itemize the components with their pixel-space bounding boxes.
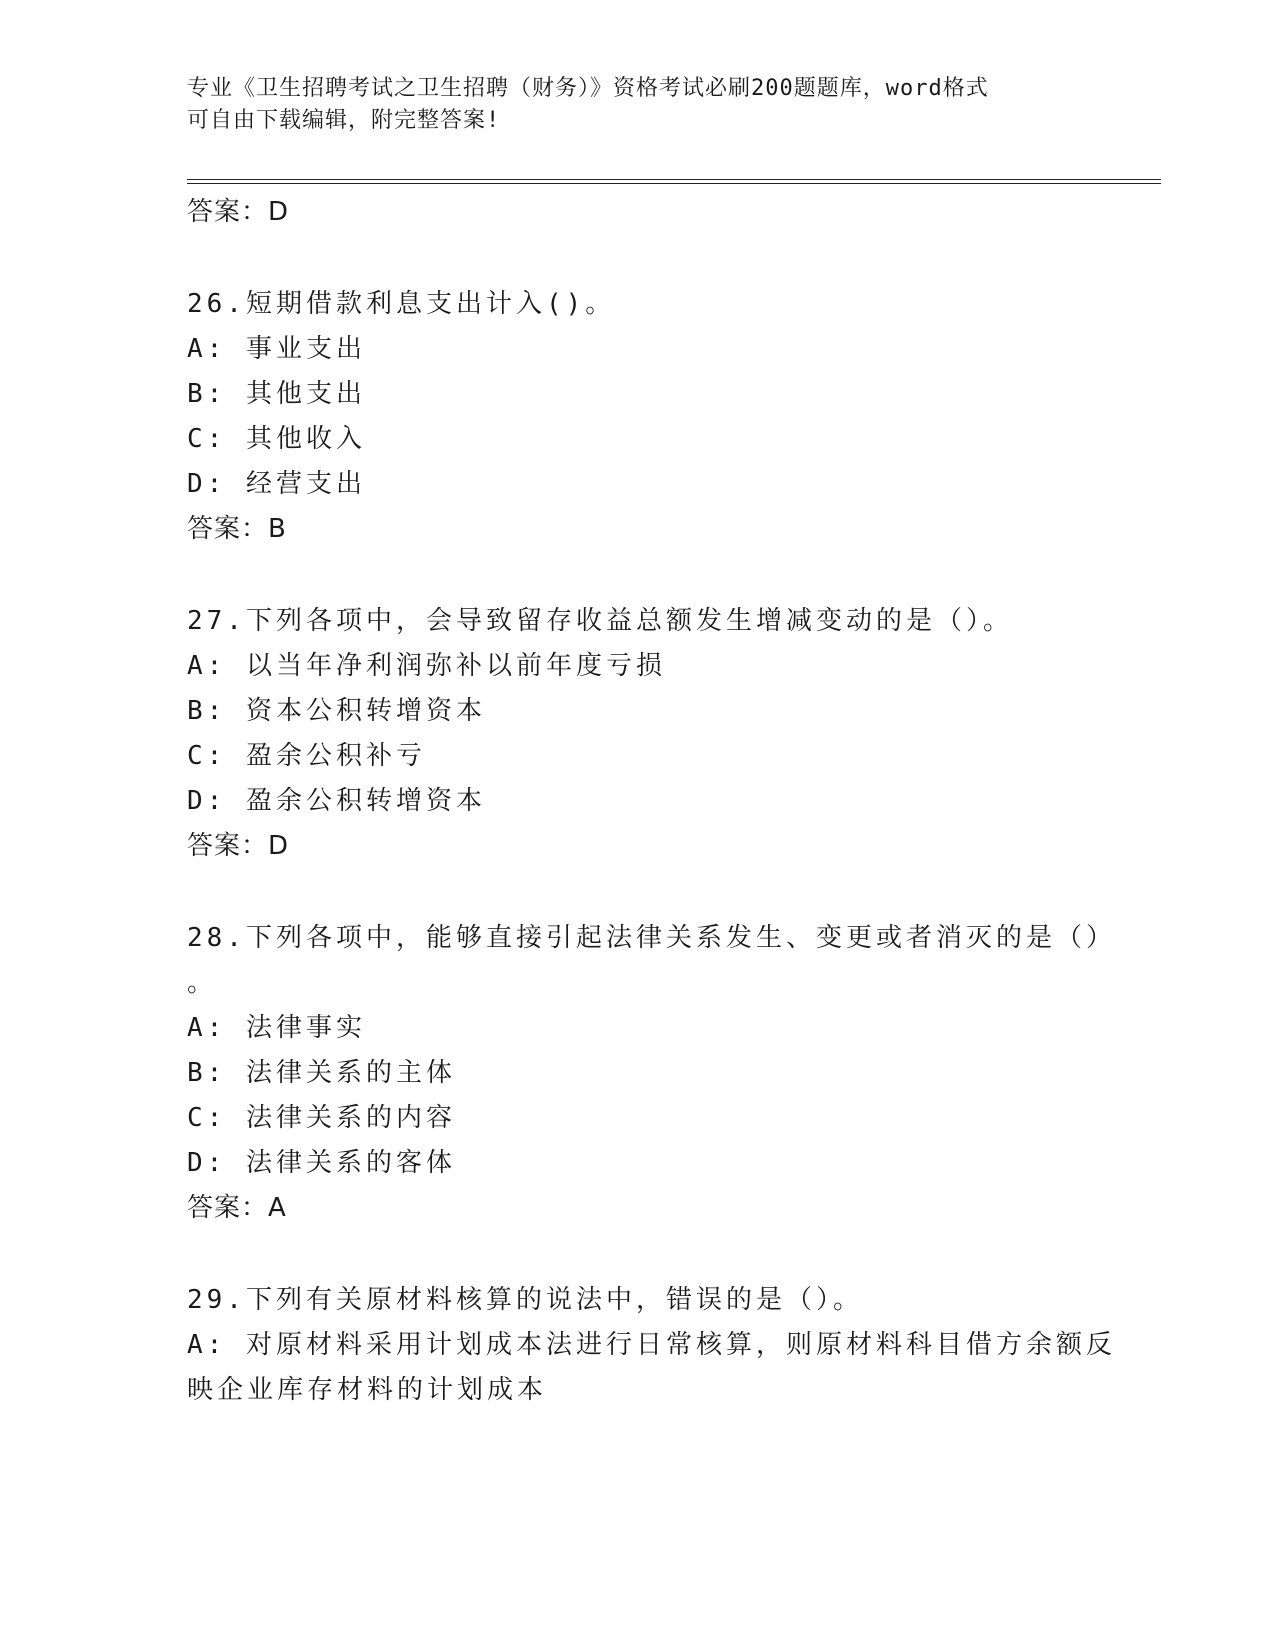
question-stem-line-2: 。 bbox=[187, 968, 218, 998]
answer-line bbox=[187, 1186, 1087, 1231]
option-d: D: 经营支出 bbox=[187, 469, 366, 499]
header-line-2: 可自由下载编辑，附完整答案! bbox=[187, 108, 501, 133]
document-header bbox=[187, 73, 1067, 137]
option-b: B: 资本公积转增资本 bbox=[187, 696, 486, 726]
question-28 bbox=[187, 916, 1116, 1231]
answer-value: B bbox=[268, 514, 287, 544]
question-stem-line-1: 28.下列各项中，能够直接引起法律关系发生、变更或者消灭的是（） bbox=[187, 923, 1116, 953]
answer-label: 答案： bbox=[187, 831, 269, 861]
option-c: C: 其他收入 bbox=[187, 424, 366, 454]
option-a-line-2: 映企业库存材料的计划成本 bbox=[187, 1375, 548, 1405]
answer-value: A bbox=[268, 1193, 287, 1223]
question-stem: 29.下列有关原材料核算的说法中，错误的是（）。 bbox=[187, 1285, 863, 1315]
answer-line bbox=[187, 507, 1087, 552]
option-b: B: 其他支出 bbox=[187, 379, 366, 409]
option-c: C: 法律关系的内容 bbox=[187, 1103, 456, 1133]
answer-line bbox=[187, 824, 1087, 869]
answer-label: 答案： bbox=[187, 1193, 269, 1223]
option-a-line-1: A: 对原材料采用计划成本法进行日常核算，则原材料科目借方余额反 bbox=[187, 1330, 1116, 1360]
question-stem: 26.短期借款利息支出计入()。 bbox=[187, 289, 616, 319]
option-a: A: 法律事实 bbox=[187, 1013, 366, 1043]
question-29 bbox=[187, 1278, 1116, 1413]
header-double-rule bbox=[187, 179, 1161, 184]
option-a: A: 以当年净利润弥补以前年度亏损 bbox=[187, 651, 666, 681]
question-stem: 27.下列各项中，会导致留存收益总额发生增减变动的是（）。 bbox=[187, 606, 1013, 636]
question-27 bbox=[187, 599, 1087, 869]
option-a: A: 事业支出 bbox=[187, 334, 366, 364]
question-list bbox=[187, 190, 1116, 1413]
answer-value: D bbox=[268, 831, 290, 861]
answer-label: 答案： bbox=[187, 514, 269, 544]
option-b: B: 法律关系的主体 bbox=[187, 1058, 456, 1088]
option-d: D: 盈余公积转增资本 bbox=[187, 786, 486, 816]
option-d: D: 法律关系的客体 bbox=[187, 1148, 456, 1178]
header-line-1: 专业《卫生招聘考试之卫生招聘（财务）》资格考试必刷200题题库，word格式 bbox=[187, 76, 989, 101]
answer-label: 答案： bbox=[187, 197, 269, 227]
option-c: C: 盈余公积补亏 bbox=[187, 741, 426, 771]
question-26 bbox=[187, 282, 1087, 552]
answer-line bbox=[187, 190, 1087, 235]
answer-value: D bbox=[268, 197, 290, 227]
